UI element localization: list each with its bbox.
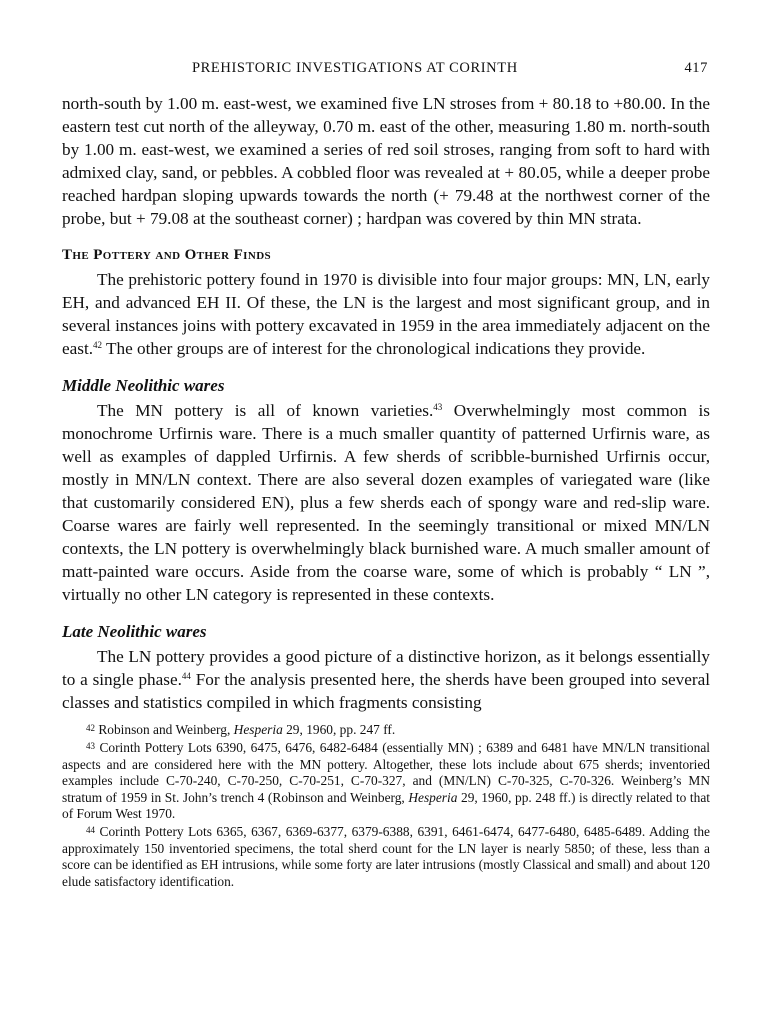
footnote-number: 44 (86, 825, 95, 836)
section-heading: The Pottery and Other Finds (62, 247, 272, 263)
late-neolithic-heading: Late Neolithic wares (62, 622, 207, 641)
footnote-text: 29, 1960, pp. 248 ff.) is directly related to that of Forum West 1970. (62, 789, 711, 822)
footnote-ref-43: 43 (433, 402, 443, 412)
footnote-number: 43 (86, 741, 95, 752)
pottery-intro-text: The prehistoric pottery found in 1970 is divisible into four major groups: MN, LN, early EH, and advanced EH II. Of these, the LN is the largest and most significant group, and in several instances joins with pottery excavated in 1959 in the area immediately adjacent on the east. (62, 270, 710, 358)
paragraph-continuation: north-south by 1.00 m. east-west, we examined five LN stroses from + 80.18 to +80.00. In the eastern test cut north of the alleyway, 0.70 m. east of the other, measuring 1.80 m. north-south by 1.00 m. east-west, we examined a series of red soil stroses, ranging from soft to hard with admixed clay, sand, or pebbles. A cobbled floor was revealed at + 80.05, while a deeper probe reached hardpan sloping upwards towards the north (+ 79.48 at the northwest corner of the probe, but + 79.08 at the southeast corner) ; hardpan was covered by thin MN strata. (62, 94, 710, 228)
page-number: 417 (684, 60, 708, 76)
mn-text-cont: Overwhelmingly most common is monochrome Urfirnis ware. There is a much smaller quantity of patterned Urfirnis ware, as well as examples of dappled Urfirnis. A few sherds of scribble-burnished Urfirnis occur, mostly in MN/LN context. There are also several dozen examples of variegated ware (like that customarily considered EN), plus a few sherds each of spongy ware and red-slip ware. Coarse wares are fairly well represented. In the seemingly transitional or mixed MN/LN contexts, the LN pottery is overwhelmingly black burnished ware. A much smaller amount of matt-painted ware occurs. Aside from the coarse ware, some of which is probably “ LN ”, virtually no other LN category is represented in these contexts. (62, 401, 710, 604)
footnote-text: Corinth Pottery Lots 6365, 6367, 6369-6377, 6379-6388, 6391, 6461-6474, 6477-6480, 6485-6489. Adding the approximately 150 inventoried specimens, the total sherd count for the LN layer is nearly 5850; of these, less than a score can be identified as EH intrusions, while some forty are later intrusions (mostly Classical and small) and about 120 elude satisfactory identification. (62, 824, 710, 889)
footnote-number: 42 (86, 723, 95, 733)
middle-neolithic-heading: Middle Neolithic wares (62, 376, 225, 395)
late-neolithic-paragraph (62, 645, 710, 714)
footnotes (62, 722, 710, 890)
footnote-ref-42: 42 (93, 340, 103, 350)
footnote-44 (62, 824, 710, 890)
page (62, 60, 710, 892)
footnote-text: Robinson and Weinberg, (98, 722, 234, 737)
footnote-42 (62, 722, 710, 738)
footnote-ref-44: 44 (181, 671, 191, 681)
footnote-text: 29, 1960, pp. 247 ff. (282, 722, 396, 737)
ln-text: The LN pottery provides a good picture of a distinctive horizon, as it belongs essentially to a single phase. (62, 647, 710, 689)
journal-title: Hesperia (408, 789, 458, 805)
footnote-43 (62, 740, 710, 822)
ln-text-cont: For the analysis presented here, the sherds have been grouped into several classes and statistics compiled in which fragments consisting (62, 670, 710, 712)
journal-title: Hesperia (233, 722, 283, 737)
footnote-text: Corinth Pottery Lots 6390, 6475, 6476, 6482-6484 (essentially MN) ; 6389 and 6481 have MN/LN transitional aspects and are considered here with the MN pottery. Altogether, these lots include about 675 sherds; inventoried examples include C-70-240, C-70-250, C-70-251, C-70-327, and (MN/LN) C-70-325, C-70-326. Weinberg’s MN stratum of 1959 in St. John’s trench 4 (Robinson and Weinberg, (62, 740, 710, 805)
running-head-title: PREHISTORIC INVESTIGATIONS AT CORINTH (192, 60, 518, 76)
running-head (62, 60, 710, 82)
mn-text: The MN pottery is all of known varieties. (97, 401, 434, 420)
pottery-intro-paragraph (62, 268, 710, 360)
pottery-intro-text-cont: The other groups are of interest for the chronological indications they provide. (102, 339, 646, 358)
middle-neolithic-paragraph (62, 399, 710, 606)
